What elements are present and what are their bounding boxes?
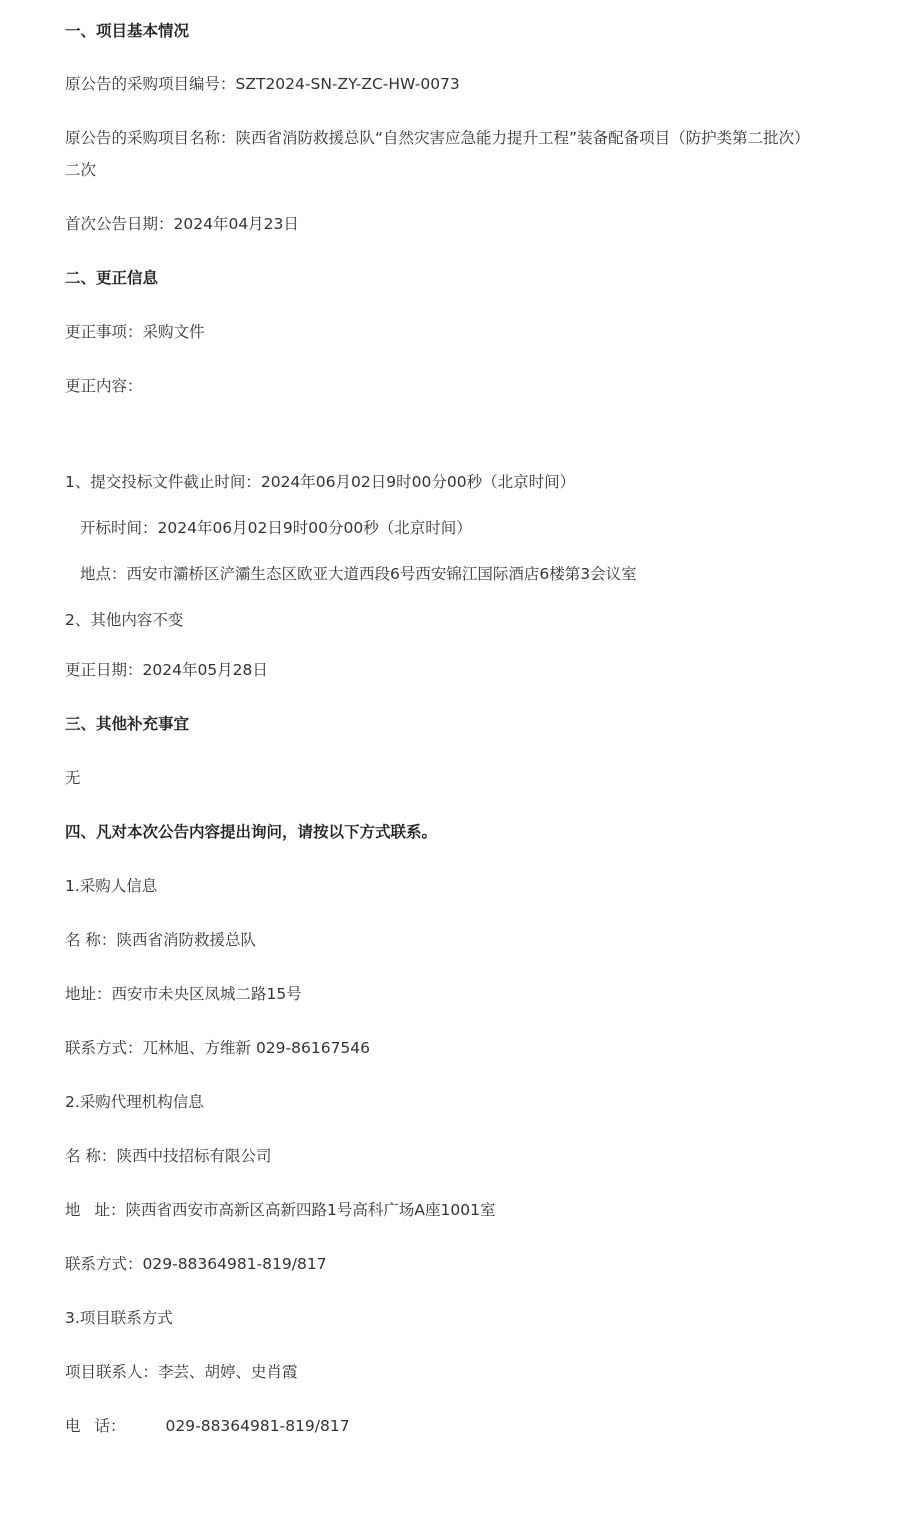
agency-contact-line: [65, 1255, 327, 1273]
project-person-label: 项目联系人：: [65, 1363, 159, 1381]
purchaser-address-line: [65, 985, 302, 1003]
correction-date-line: [65, 661, 268, 679]
first-publish-date-line: [65, 215, 299, 233]
project-person-line: [65, 1363, 298, 1381]
agency-address-line: [65, 1201, 495, 1219]
purchaser-address-value: 西安市未央区凤城二路15号: [111, 985, 302, 1003]
purchaser-name-line: [65, 931, 256, 949]
correction-opening-place: 地点：西安市灞桥区浐灞生态区欧亚大道西段6号西安锦江国际酒店6楼第3会议室: [80, 565, 637, 583]
purchaser-contact-label: 联系方式：: [65, 1039, 143, 1057]
correction-date-value: 2024年05月28日: [142, 661, 268, 679]
project-person-value: 李芸、胡婷、史肖霞: [158, 1363, 298, 1381]
correction-date-label: 更正日期：: [65, 661, 143, 679]
agency-name-line: [65, 1147, 271, 1165]
project-phone-label-a: 电: [65, 1417, 81, 1435]
project-number-value: SZT2024-SN-ZY-ZC-HW-0073: [235, 75, 460, 93]
project-name-label: 原公告的采购项目名称：: [65, 129, 236, 147]
agency-name-value: 陕西中技招标有限公司: [116, 1147, 272, 1165]
correction-point-2: 2、其他内容不变: [65, 611, 184, 629]
agency-address-label-a: 地: [65, 1201, 81, 1219]
purchaser-name-value: 陕西省消防救援总队: [116, 931, 256, 949]
section-2-heading: 二、更正信息: [65, 269, 159, 287]
project-number-line: [65, 75, 460, 93]
section-3-heading: 三、其他补充事宜: [65, 715, 190, 733]
agency-address-value: 陕西省西安市高新区高新四路1号高科广场A座1001室: [125, 1201, 496, 1219]
project-name-line: [65, 122, 825, 186]
first-publish-date-value: 2024年04月23日: [173, 215, 299, 233]
project-phone-line: [65, 1417, 350, 1435]
correction-item-line: [65, 323, 205, 341]
correction-content-label: 更正内容：: [65, 377, 143, 395]
purchaser-contact-line: [65, 1039, 370, 1057]
agency-contact-value: 029-88364981-819/817: [142, 1255, 327, 1273]
purchaser-contact-value: 兀林旭、方维新 029-86167546: [142, 1039, 371, 1057]
correction-item-label: 更正事项：: [65, 323, 143, 341]
purchaser-address-label: 地址：: [65, 985, 112, 1003]
project-phone-label-b: 话：: [94, 1417, 126, 1435]
project-phone-value: 029-88364981-819/817: [165, 1417, 350, 1435]
correction-item-value: 采购文件: [142, 323, 205, 341]
correction-point-1: 1、提交投标文件截止时间：2024年06月02日9时00分00秒（北京时间）: [65, 473, 576, 491]
purchaser-name-label: 名 称：: [65, 931, 117, 949]
agency-contact-label: 联系方式：: [65, 1255, 143, 1273]
section-4-heading: 四、凡对本次公告内容提出询问，请按以下方式联系。: [65, 823, 438, 841]
section-1-heading: 一、项目基本情况: [65, 22, 190, 40]
agency-name-label: 名 称：: [65, 1147, 117, 1165]
correction-opening-time: 开标时间：2024年06月02日9时00分00秒（北京时间）: [80, 519, 472, 537]
purchaser-info-title: 1.采购人信息: [65, 877, 158, 895]
section-3-content: 无: [65, 769, 81, 787]
agency-info-title: 2.采购代理机构信息: [65, 1093, 204, 1111]
project-contact-title: 3.项目联系方式: [65, 1309, 173, 1327]
first-publish-date-label: 首次公告日期：: [65, 215, 174, 233]
agency-address-label-b: 址：: [94, 1201, 126, 1219]
project-number-label: 原公告的采购项目编号：: [65, 75, 236, 93]
project-name-value: 陕西省消防救援总队“自然灾害应急能力提升工程”装备配备项目（防护类第二批次）二次: [65, 129, 810, 179]
